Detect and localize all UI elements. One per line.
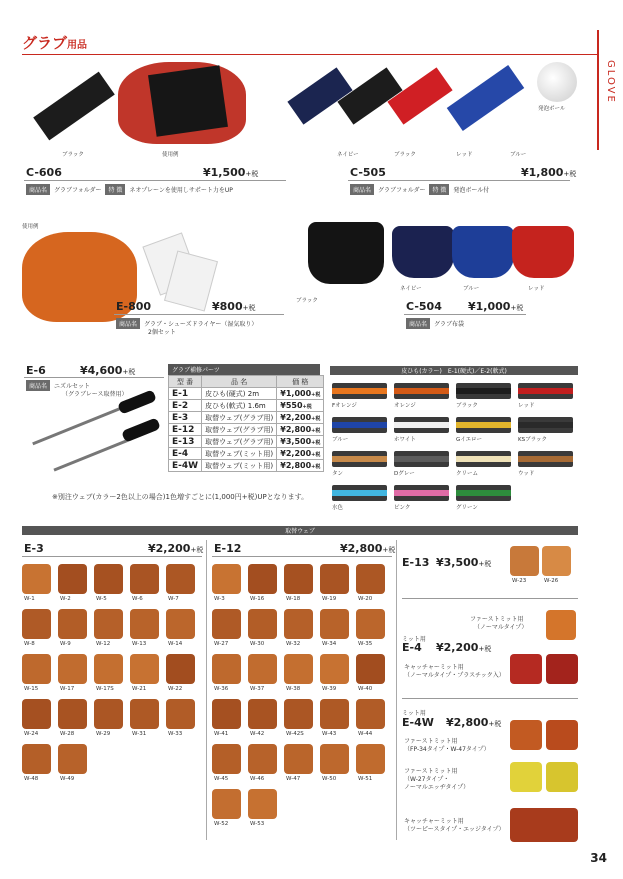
price: ¥2,800+税 <box>446 716 502 729</box>
desc: ファーストミット用 <box>404 738 458 745</box>
holder-red <box>387 67 452 124</box>
web-swatch <box>320 699 349 729</box>
lace-swatch <box>394 451 449 467</box>
web-swatch <box>212 654 241 684</box>
web-swatch <box>510 762 542 792</box>
web-swatch <box>94 699 123 729</box>
table-row: E-3 取替ウェブ(グラブ用) ¥2,200+税 <box>169 412 324 424</box>
web-swatch <box>130 654 159 684</box>
web-swatch <box>212 699 241 729</box>
web-label: W-38 <box>286 686 301 692</box>
rule <box>24 180 286 181</box>
rule <box>402 598 578 599</box>
web-swatch <box>320 609 349 639</box>
lace-label: ブラック <box>456 403 478 409</box>
table-row: E-13 取替ウェブ(グラブ用) ¥3,500+税 <box>169 436 324 448</box>
web-swatch <box>510 808 578 842</box>
lace-label: タン <box>332 471 344 477</box>
lace-label: 水色 <box>332 505 344 511</box>
web-label: W-28 <box>60 731 75 737</box>
web-swatch <box>58 654 87 684</box>
web-label: W-50 <box>322 776 337 782</box>
web-swatch <box>546 654 578 684</box>
web-label: W-41 <box>214 731 229 737</box>
lace-label: クリーム <box>456 471 479 477</box>
sku: E-3 <box>24 542 44 555</box>
lace-label: Fオレンジ <box>332 403 357 409</box>
web-swatch <box>546 762 578 792</box>
page-title: グラブ用品 <box>22 34 88 52</box>
lace-swatch <box>518 451 573 467</box>
web-label: W-46 <box>250 776 265 782</box>
web-swatch <box>22 654 51 684</box>
parts-table <box>168 375 324 472</box>
sku: E-4W <box>402 716 434 729</box>
web-label: W-17S <box>96 686 114 692</box>
spec-row: 商品名 グラブ・シューズドライヤー（湿気取り） <box>116 318 257 329</box>
web-swatch <box>22 609 51 639</box>
web-label: W-49 <box>60 776 75 782</box>
lace-label: ホワイト <box>394 437 416 443</box>
holder-blue <box>447 65 524 131</box>
qty: 2個セット <box>148 329 176 336</box>
price: ¥2,200+税 <box>436 641 492 654</box>
sku: E-13 <box>402 556 430 569</box>
price: ¥1,000+税 <box>468 300 524 313</box>
web-label: W-12 <box>96 641 111 647</box>
rule <box>22 556 202 557</box>
foam-ball <box>537 62 577 102</box>
sku: C-504 <box>406 300 442 313</box>
rule <box>404 314 526 315</box>
web-swatch <box>248 564 277 594</box>
web-label: W-13 <box>132 641 147 647</box>
desc: （ノーマルタイプ・プラスチック入） <box>404 672 505 679</box>
web-swatch <box>58 609 87 639</box>
web-label: W-44 <box>358 731 373 737</box>
table-row: E-4W 取替ウェブ(ミット用) ¥2,800+税 <box>169 460 324 472</box>
web-swatch <box>510 654 542 684</box>
lace-label: ウッド <box>518 471 535 477</box>
rule <box>24 377 164 378</box>
table-row: E-12 取替ウェブ(グラブ用) ¥2,800+税 <box>169 424 324 436</box>
lace-swatch <box>332 451 387 467</box>
page-number: 34 <box>590 851 607 865</box>
web-label: W-30 <box>250 641 265 647</box>
web-swatch <box>94 654 123 684</box>
web-swatch <box>356 564 385 594</box>
sku: E-800 <box>116 300 152 313</box>
web-swatch <box>166 654 195 684</box>
sku: E-6 <box>26 364 46 377</box>
spec-row: 商品名 グラブ布袋 <box>406 318 464 329</box>
desc: ファーストミット用 <box>404 768 458 775</box>
price: ¥2,200+税 <box>148 542 204 555</box>
web-label: W-33 <box>168 731 183 737</box>
web-label: W-36 <box>214 686 229 692</box>
web-label: W-15 <box>24 686 39 692</box>
desc: （ノーマルタイプ） <box>474 624 528 631</box>
web-label: W-14 <box>168 641 183 647</box>
web-label: W-48 <box>24 776 39 782</box>
bag-red <box>512 226 574 278</box>
web-swatch <box>58 744 87 774</box>
lace-swatch <box>394 417 449 433</box>
lace-swatch <box>394 485 449 501</box>
price: ¥2,800+税 <box>340 542 396 555</box>
lace-label: ブルー <box>332 437 349 443</box>
web-swatch <box>248 654 277 684</box>
web-label: W-34 <box>322 641 337 647</box>
web-swatch <box>356 699 385 729</box>
bag-navy <box>392 226 454 278</box>
web-label: W-7 <box>168 596 179 602</box>
lace-swatch <box>456 383 511 399</box>
web-swatch <box>166 609 195 639</box>
sku: C-606 <box>26 166 62 179</box>
web-swatch <box>94 564 123 594</box>
lace-label: Dグレー <box>394 471 415 477</box>
desc: （W-27タイプ・ <box>404 776 450 783</box>
web-label: W-47 <box>286 776 301 782</box>
lace-swatch <box>332 383 387 399</box>
web-swatch <box>542 546 571 576</box>
web-swatch <box>320 744 349 774</box>
web-label: W-3 <box>214 596 225 602</box>
web-label: W-2 <box>60 596 71 602</box>
parts-table-wrap <box>168 364 320 472</box>
lace-swatch <box>456 417 511 433</box>
web-swatch <box>22 564 51 594</box>
desc: ファーストミット用 <box>470 616 524 623</box>
web-swatch <box>248 609 277 639</box>
web-label: W-6 <box>132 596 143 602</box>
parts-title: グラブ補修パーツ <box>168 364 320 375</box>
web-swatch <box>356 654 385 684</box>
lace-swatch <box>456 451 511 467</box>
caption: ブルー <box>510 152 527 158</box>
web-label: W-29 <box>96 731 111 737</box>
table-header: 型 番 品 名 価 格 <box>169 376 324 388</box>
desc: ノーマルエッヂタイプ） <box>404 784 470 791</box>
web-label: W-26 <box>544 578 559 584</box>
needle-handle <box>121 417 161 442</box>
web-swatch <box>248 789 277 819</box>
web-swatch <box>510 720 542 750</box>
sku: C-505 <box>350 166 386 179</box>
divider <box>206 540 207 840</box>
web-label: W-8 <box>24 641 35 647</box>
spec-row: 商品名 グラブフォルダー 特 徴 発泡ボール付 <box>350 184 489 195</box>
web-swatch <box>130 699 159 729</box>
lace-label: KSブラック <box>518 437 547 443</box>
web-title: 取替ウェブ <box>22 526 578 535</box>
web-label: W-22 <box>168 686 183 692</box>
holder-navy <box>287 67 352 124</box>
header-rule <box>22 54 597 55</box>
web-swatch <box>248 744 277 774</box>
caption: ブラック <box>296 298 318 304</box>
caption: レッド <box>528 286 545 292</box>
custom-web-note: ※別注ウェブ(カラー2色以上の場合)1色増すごとに(1,000円+税)UPとなります。 <box>52 493 309 501</box>
web-label: W-52 <box>214 821 229 827</box>
rule <box>402 698 578 699</box>
lace-label: グリーン <box>456 505 478 511</box>
lace-swatch <box>518 417 573 433</box>
web-label: W-19 <box>322 596 337 602</box>
sku: E-12 <box>214 542 242 555</box>
rule <box>114 314 284 315</box>
web-swatch <box>248 699 277 729</box>
web-swatch <box>130 609 159 639</box>
lace-swatch <box>332 417 387 433</box>
desc: ミット用 <box>402 710 426 717</box>
caption: ブルー <box>463 286 480 292</box>
web-swatch <box>58 564 87 594</box>
sku: E-4 <box>402 641 422 654</box>
desc: （FP-34タイプ・W-47タイプ） <box>404 746 490 753</box>
web-swatch <box>284 564 313 594</box>
web-swatch <box>22 699 51 729</box>
price: ¥800+税 <box>212 300 256 313</box>
web-label: W-35 <box>358 641 373 647</box>
web-label: W-1 <box>24 596 35 602</box>
caption: ブラック <box>62 152 84 158</box>
rule <box>212 556 392 557</box>
caption: 使用例 <box>22 224 39 230</box>
web-label: W-45 <box>214 776 229 782</box>
table-row: E-2 皮ひも(軟式) 1.6m ¥550+税 <box>169 400 324 412</box>
web-swatch <box>356 609 385 639</box>
table-row: E-1 皮ひも(硬式) 2m ¥1,000+税 <box>169 388 324 400</box>
bag-black <box>308 222 384 284</box>
desc: ミット用 <box>402 636 426 643</box>
lace-label: レッド <box>518 403 535 409</box>
web-label: W-23 <box>512 578 527 584</box>
web-swatch <box>22 744 51 774</box>
web-label: W-17 <box>60 686 75 692</box>
spec-row: 商品名 ニズルセット <box>26 380 90 391</box>
holder-on-glove <box>148 65 228 136</box>
web-swatch <box>212 609 241 639</box>
web-label: W-42 <box>250 731 265 737</box>
web-swatch <box>284 699 313 729</box>
lace-swatch <box>332 485 387 501</box>
web-label: W-5 <box>96 596 107 602</box>
web-swatch <box>320 564 349 594</box>
web-label: W-21 <box>132 686 147 692</box>
web-label: W-42S <box>286 731 304 737</box>
web-swatch <box>284 744 313 774</box>
caption: 発泡ボール <box>538 106 566 112</box>
web-swatch <box>212 744 241 774</box>
spec-row: 商品名 グラブフォルダー 特 徴 ネオプレーンを使用しサポート力をUP <box>26 184 233 195</box>
web-swatch <box>546 610 576 640</box>
caption: 使用例 <box>162 152 179 158</box>
web-swatch <box>212 789 241 819</box>
desc: （ツーピースタイプ・エッジタイプ） <box>404 826 505 833</box>
web-label: W-43 <box>322 731 337 737</box>
divider <box>396 540 397 840</box>
web-label: W-24 <box>24 731 39 737</box>
desc: キャッチャーミット用 <box>404 664 464 671</box>
price: ¥1,500+税 <box>203 166 259 179</box>
rule <box>348 180 570 181</box>
web-swatch <box>284 609 313 639</box>
web-swatch <box>130 564 159 594</box>
web-swatch <box>356 744 385 774</box>
lace-label: Gイエロー <box>456 437 483 443</box>
lace-label: ピンク <box>394 505 411 511</box>
web-swatch <box>166 699 195 729</box>
table-row: E-4 取替ウェブ(ミット用) ¥2,200+税 <box>169 448 324 460</box>
price: ¥1,800+税 <box>521 166 577 179</box>
web-swatch <box>212 564 241 594</box>
web-label: W-32 <box>286 641 301 647</box>
web-swatch <box>58 699 87 729</box>
web-label: W-51 <box>358 776 373 782</box>
caption: ネイビー <box>337 152 359 158</box>
web-label: W-40 <box>358 686 373 692</box>
lace-swatch <box>518 383 573 399</box>
web-label: W-31 <box>132 731 147 737</box>
caption: レッド <box>456 152 473 158</box>
web-label: W-18 <box>286 596 301 602</box>
price: ¥4,600+税 <box>80 364 136 377</box>
web-swatch <box>510 546 539 576</box>
caption: ブラック <box>394 152 416 158</box>
web-swatch <box>320 654 349 684</box>
lace-title: 皮ひも(カラー) E-1(硬式)／E-2(軟式) <box>330 366 578 375</box>
section-tab: GLOVE <box>597 30 623 150</box>
lace-swatch <box>456 485 511 501</box>
web-label: W-16 <box>250 596 265 602</box>
caption: ネイビー <box>400 286 422 292</box>
web-label: W-53 <box>250 821 265 827</box>
price: ¥3,500+税 <box>436 556 492 569</box>
desc: キャッチャーミット用 <box>404 818 464 825</box>
web-swatch <box>166 564 195 594</box>
web-label: W-9 <box>60 641 71 647</box>
product-note: （グラブレース取替用） <box>62 391 128 398</box>
web-label: W-20 <box>358 596 373 602</box>
web-label: W-27 <box>214 641 229 647</box>
bag-blue <box>452 226 514 278</box>
web-swatch <box>284 654 313 684</box>
holder-black <box>337 67 402 124</box>
web-swatch <box>94 609 123 639</box>
glove-holder-black <box>33 72 115 141</box>
lace-label: オレンジ <box>394 403 416 409</box>
web-label: W-39 <box>322 686 337 692</box>
web-label: W-37 <box>250 686 265 692</box>
web-swatch <box>546 720 578 750</box>
lace-swatch <box>394 383 449 399</box>
